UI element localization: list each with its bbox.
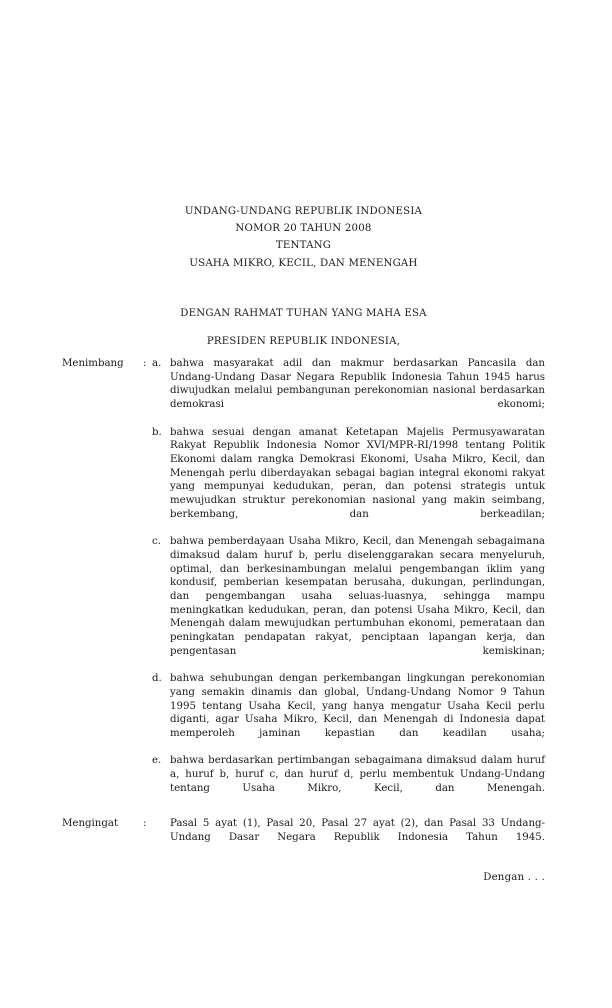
menimbang-label: Menimbang: [62, 358, 124, 369]
menimbang-items: [152, 357, 545, 809]
item-marker-e: e.: [152, 755, 162, 767]
item-marker-b: b.: [152, 426, 162, 438]
masthead: [62, 203, 545, 272]
mengingat-label: Mengingat: [62, 818, 119, 830]
item-text-c: bahwa pemberdayaan Usaha Mikro, Kecil, dan Menengah sebagaimana dimaksud dalam huruf b, perlu diselenggarakan secara menyeluruh, optimal, dan berkesinambungan melalui pengembangan iklim yang kondusif, pemberian kesempatan berusaha, dukungan, perlindungan, dan pengembangan usaha seluas-luasnya, sehingga mampu meningkatkan kedudukan, peran, dan potensi Usaha Mikro, Kecil, dan Menengah dalam mewujudkan pertumbuhan ekonomi, pemerataan dan peningkatan pendapatan rakyat, penciptaan lapangan kerja, dan pengentasan kemiskinan;: [170, 536, 545, 657]
item-marker-d: d.: [152, 673, 162, 685]
item-text-a: bahwa masyarakat adil dan makmur berdasarkan Pancasila dan Undang-Undang Dasar Negara Republik Indonesia Tahun 1945 harus diwujudkan melalui pembangunan perekonomian nasional berdasarkan demokrasi ekonomi;: [170, 358, 545, 411]
item-marker-a: a.: [152, 358, 162, 369]
list-item: [152, 672, 545, 754]
mengingat-block: [62, 817, 545, 858]
item-text-e: bahwa berdasarkan pertimbangan sebagaimana dimaksud dalam huruf a, huruf b, huruf c, dan huruf d, perlu membentuk Undang-Undang tentang Usaha Mikro, Kecil, dan Menengah.: [170, 755, 545, 794]
clauses-section: [62, 357, 545, 858]
list-item: [152, 754, 545, 809]
law-number-line: NOMOR 20 TAHUN 2008: [235, 223, 372, 235]
item-marker-c: c.: [152, 536, 161, 548]
list-item: [152, 426, 545, 536]
catchword-footer: Dengan . . .: [483, 872, 545, 883]
item-text-d: bahwa sehubungan dengan perkembangan lingkungan perekonomian yang semakin dinamis dan global, Undang-Undang Nomor 9 Tahun 1995 tentang Usaha Kecil, yang hanya mengatur Usaha Kecil perlu diganti, agar Usaha Mikro, Kecil, dan Menengah di Indonesia dapat memperoleh jaminan kepastian dan keadilan usaha;: [170, 673, 545, 739]
about-label-line: TENTANG: [275, 240, 332, 252]
mengingat-body: [152, 817, 545, 858]
list-item: [152, 357, 545, 426]
menimbang-block: [62, 357, 545, 809]
mengingat-text: Pasal 5 ayat (1), Pasal 20, Pasal 27 ayat (2), dan Pasal 33 Undang-Undang Dasar Negara Republik Indonesia Tahun 1945.: [170, 818, 545, 843]
authority-line: PRESIDEN REPUBLIK INDONESIA,: [206, 335, 401, 347]
enactment-formula: [62, 300, 545, 355]
item-text-b: bahwa sesuai dengan amanat Ketetapan Majelis Permusyawaratan Rakyat Republik Indonesia Nomor XVI/MPR-RI/1998 tentang Politik Ekonomi dalam rangka Demokrasi Ekonomi, Usaha Mikro, Kecil, dan Menengah perlu diberdayakan sebagai bagian integral ekonomi rakyat yang mempunyai kedudukan, peran, dan potensi strategis untuk mewujudkan struktur perekonomian nasional yang makin seimbang, berkembang, dan berkeadilan;: [170, 426, 545, 520]
mengingat-colon: :: [143, 818, 147, 830]
menimbang-colon: :: [143, 358, 147, 369]
law-subject-line: USAHA MIKRO, KECIL, DAN MENENGAH: [189, 257, 418, 269]
blessing-line: DENGAN RAHMAT TUHAN YANG MAHA ESA: [180, 308, 427, 319]
list-item: [152, 535, 545, 672]
law-type-line: UNDANG-UNDANG REPUBLIK INDONESIA: [184, 206, 423, 217]
